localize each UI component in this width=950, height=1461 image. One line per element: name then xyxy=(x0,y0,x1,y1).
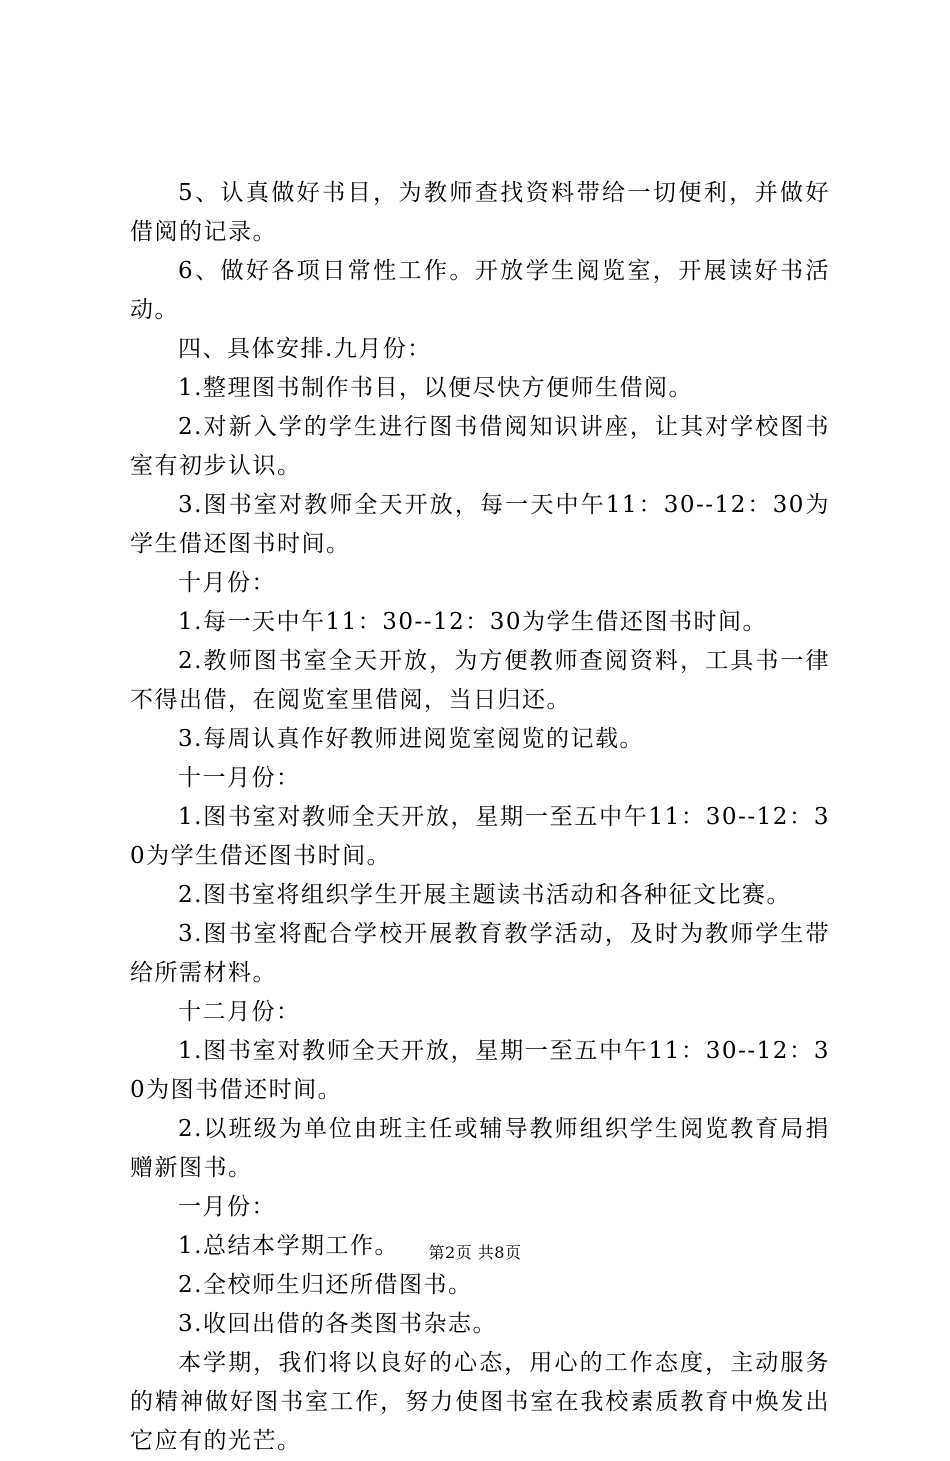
paragraph-1: 6、做好各项日常性工作。开放学生阅览室，开展读好书活动。 xyxy=(130,258,830,323)
paragraph-3: 1.整理图书制作书目，以便尽快方便师生借阅。 xyxy=(178,375,693,401)
page-footer: 第2页 共8页 xyxy=(428,1243,522,1262)
paragraph-13: 3.图书室将配合学校开展教育教学活动，及时为教师学生带给所需材料。 xyxy=(130,921,830,986)
paragraph-9: 3.每周认真作好教师进阅览室阅览的记载。 xyxy=(178,726,644,752)
paragraph-18: 1.总结本学期工作。 xyxy=(178,1233,399,1259)
paragraph-12: 2.图书室将组织学生开展主题读书活动和各种征文比赛。 xyxy=(178,882,791,908)
paragraph-14: 十二月份： xyxy=(178,999,301,1025)
paragraph-2: 四、具体安排.九月份： xyxy=(178,336,432,362)
paragraph-19: 2.全校师生归还所借图书。 xyxy=(178,1272,473,1298)
paragraph-5: 3.图书室对教师全天开放，每一天中午11：30--12：30为学生借还图书时间。 xyxy=(130,492,830,557)
paragraph-7: 1.每一天中午11：30--12：30为学生借还图书时间。 xyxy=(178,609,768,635)
paragraph-16: 2.以班级为单位由班主任或辅导教师组织学生阅览教育局捐赠新图书。 xyxy=(130,1116,830,1181)
paragraph-15: 1.图书室对教师全天开放，星期一至五中午11：30--12：30为图书借还时间。 xyxy=(130,1038,830,1103)
paragraph-8: 2.教师图书室全天开放，为方便教师查阅资料，工具书一律不得出借，在阅览室里借阅，当日归还。 xyxy=(130,648,830,713)
paragraph-21: 本学期，我们将以良好的心态，用心的工作态度，主动服务的精神做好图书室工作，努力使图书室在我校素质教育中焕发出它应有的光芒。 xyxy=(130,1350,830,1454)
paragraph-20: 3.收回出借的各类图书杂志。 xyxy=(178,1311,497,1337)
paragraph-10: 十一月份： xyxy=(178,765,301,791)
paragraph-0: 5、认真做好书目，为教师查找资料带给一切便利，并做好借阅的记录。 xyxy=(130,180,830,245)
paragraph-17: 一月份： xyxy=(178,1194,276,1220)
document-body xyxy=(130,174,830,1461)
paragraph-4: 2.对新入学的学生进行图书借阅知识讲座，让其对学校图书室有初步认识。 xyxy=(130,414,830,479)
paragraph-11: 1.图书室对教师全天开放，星期一至五中午11：30--12：30为学生借还图书时间。 xyxy=(130,804,830,869)
paragraph-6: 十月份： xyxy=(178,570,276,596)
